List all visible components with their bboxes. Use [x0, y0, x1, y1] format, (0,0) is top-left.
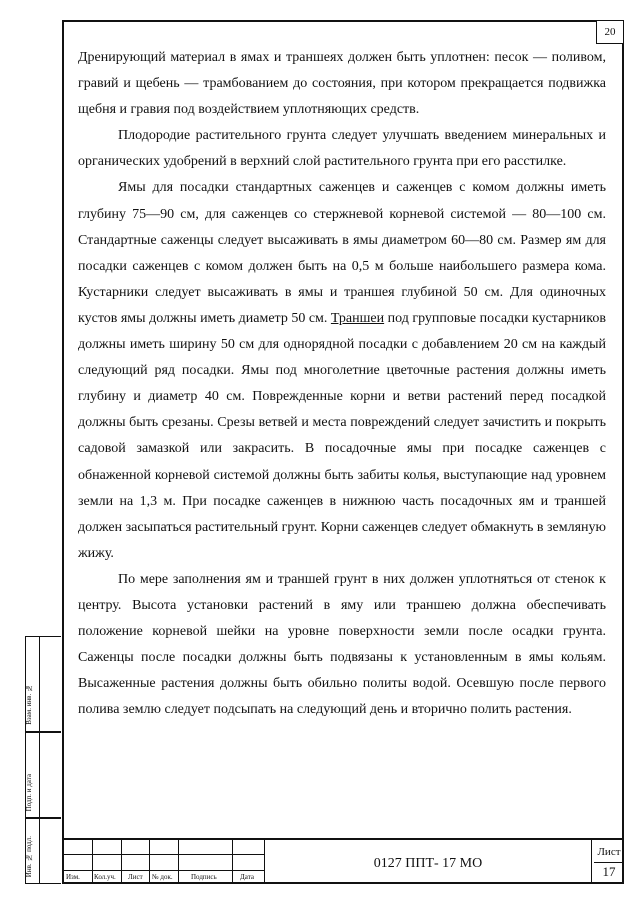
- document-number: 0127 ППТ- 17 МО: [264, 840, 592, 884]
- col-header-signature: Подпись: [191, 873, 217, 881]
- document-body: [78, 45, 606, 723]
- side-label-cell: [26, 733, 40, 817]
- paragraph-fertility: Плодородие растительного грунта следует улучшать введением минеральных и органических удобрений в верхний слой растительного грунта при его расстилке.: [78, 128, 606, 170]
- sheet-label: Лист: [597, 846, 621, 858]
- paragraph-pits-part-1: Ямы для посадки стандартных саженцев и саженцев с комом должны иметь глубину 75—90 см, для саженцев со стержневой корневой системой — 80—100 см. Стандартные саженцы следует высаживать в ямы диаметром 60—80 см. Размер ям для посадки саженцев с комом должен быть на 0,5 м больше наибольшего размера кома. Кустарники следует высаживать в ямы и траншея глубиной 50 см. Для одиночных кустов ямы должны иметь диаметр 50 см.: [78, 180, 606, 326]
- side-label-cell: [26, 637, 40, 731]
- side-box-replace-inv: [25, 636, 61, 732]
- side-label-replace-inv: Взам. инв. №: [25, 684, 33, 725]
- paragraph-drainage: Дренирующий материал в ямах и траншеях должен быть уплотнен: песок — поливом, гравий и щебень — трамбованием до состояния, при котором прекращается подвижка щебня и гравия под воздействием уплотняющих средств.: [78, 50, 606, 118]
- paragraph-pits: [78, 175, 606, 566]
- col-header-sheet: Лист: [128, 873, 143, 881]
- underlined-word: Траншеи: [330, 310, 385, 326]
- col-header-change: Изм.: [66, 873, 80, 881]
- sheet-divider: [594, 862, 624, 863]
- col-header-count: Кол.уч.: [94, 873, 116, 881]
- side-label-cell: [26, 819, 40, 883]
- col-header-doc: № док.: [152, 873, 173, 881]
- page-frame: [62, 20, 624, 884]
- corner-page-number: 20: [596, 20, 624, 44]
- paragraph-filling: По мере заполнения ям и траншей грунт в них должен уплотняться от стенок к центру. Высота установки растений в яму или траншею должна обеспечивать положение корневой шейки на уровне поверхности земли после осадки грунта. Саженцы после посадки должны быть подвязаны к установленным в ямы кольям. Высаженные растения должны быть обильно политы водой. Осевшую после первого полива землю следует подсыпать на следующий день и вторично полить растения.: [78, 571, 606, 718]
- sheet-number: 17: [602, 864, 616, 879]
- paragraph-pits-part-2: под групповые посадки кустарников должны иметь ширину 50 см для однорядной посадки с добавлением 20 см на каждый следующий ряд посадки. Ямы под многолетние цветочные растения должны иметь глубину и диаметр 40 см. Поврежденные корни и ветви растений перед посадкой должны быть срезаны. Срезы ветвей и места повреждений следует зачистить и покрыть садовой замазкой или закрасить. В посадочные ямы при посадке саженцев с обнаженной корневой системой должны быть забиты колья, выступающие над уровнем земли на 1,3 м. При посадке саженцев в нижнюю часть посадочных ям и траншей должен засыпаться растительный грунт. Корни саженцев следует обмакнуть в земляную жижу.: [78, 310, 606, 561]
- col-header-date: Дата: [240, 873, 254, 881]
- side-box-inv-orig: [25, 818, 61, 884]
- side-label-sign-date: Подп. и дата: [25, 773, 33, 811]
- side-label-inv-orig: Инв. № подл.: [25, 835, 33, 877]
- side-box-sign-date: [25, 732, 61, 818]
- title-block: [62, 838, 624, 884]
